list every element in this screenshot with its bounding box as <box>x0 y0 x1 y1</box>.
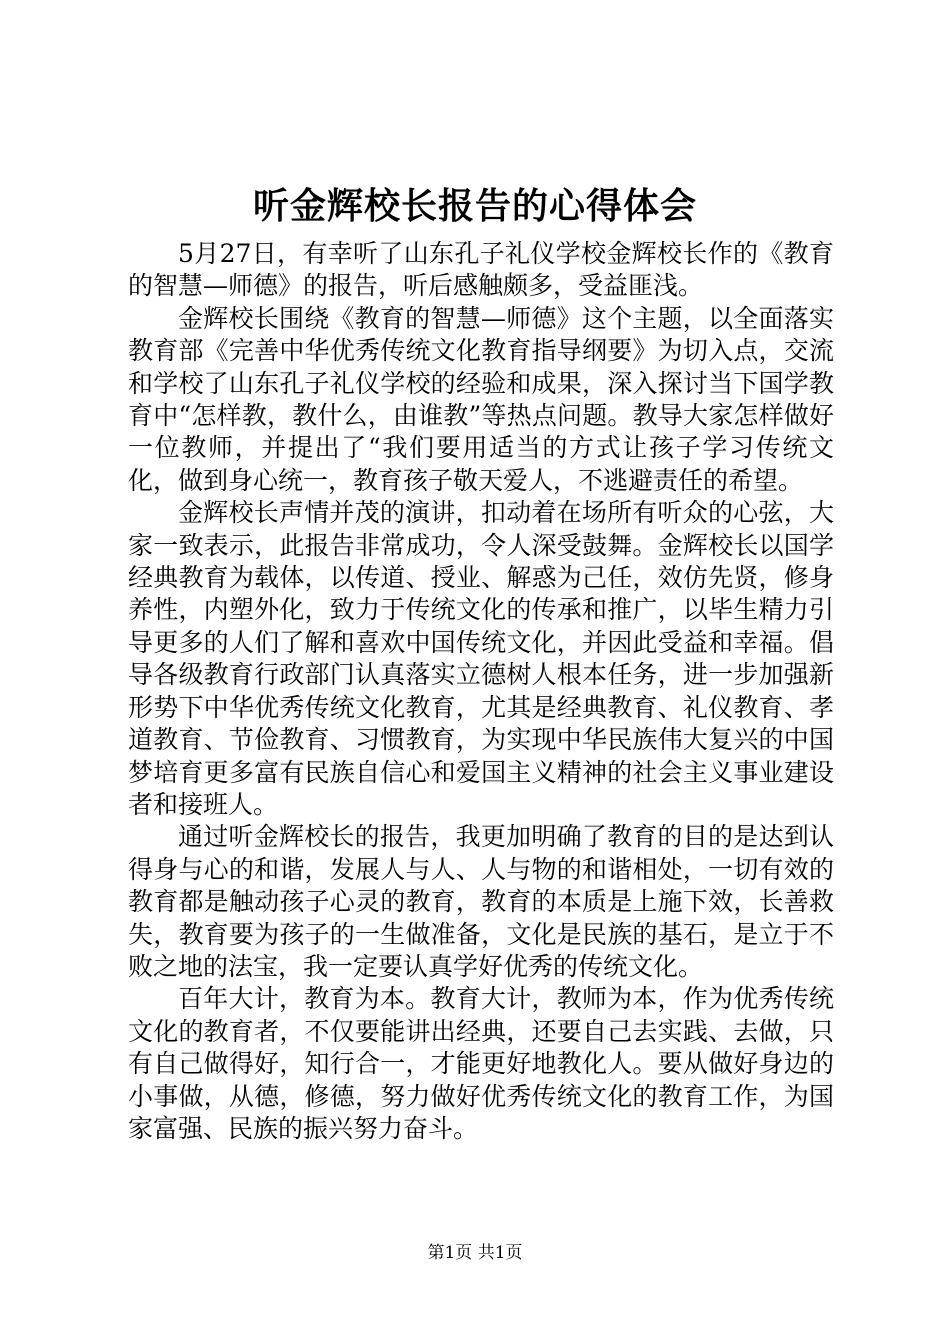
paragraph-1: 5月27日，有幸听了山东孔子礼仪学校金辉校长作的《教育的智慧—师德》的报告，听后感触颇多，受益匪浅。 <box>128 239 834 301</box>
paragraph-3: 金辉校长声情并茂的演讲，扣动着在场所有听众的心弦，大家一致表示，此报告非常成功，令人深受鼓舞。金辉校长以国学经典教育为载体，以传道、授业、解惑为己任，效仿先贤，修身养性，内塑外化，致力于传统文化的传承和推广，以毕生精力引导更多的人们了解和喜欢中国传统文化，并因此受益和幸福。倡导各级教育行政部门认真落实立德树人根本任务，进一步加强新形势下中华优秀传统文化教育，尤其是经典教育、礼仪教育、孝道教育、节俭教育、习惯教育，为实现中华民族伟大复兴的中国梦培育更多富有民族自信心和爱国主义精神的社会主义事业建设者和接班人。 <box>128 498 834 819</box>
paragraph-2: 金辉校长围绕《教育的智慧—师德》这个主题，以全面落实教育部《完善中华优秀传统文化教育指导纲要》为切入点，交流和学校了山东孔子礼仪学校的经验和成果，深入探讨当下国学教育中“怎样教，教什么，由谁教”等热点问题。教导大家怎样做好一位教师，并提出了“我们要用适当的方式让孩子学习传统文化，做到身心统一，教育孩子敬天爱人，不逃避责任的希望。 <box>128 303 834 495</box>
page-footer: 第1页 共1页 <box>427 1243 523 1263</box>
paragraph-4: 通过听金辉校长的报告，我更加明确了教育的目的是达到认得身与心的和谐，发展人与人、人与物的和谐相处，一切有效的教育都是触动孩子心灵的教育，教育的本质是上施下效，长善救失，教育要为孩子的一生做准备，文化是民族的基石，是立于不败之地的法宝，我一定要认真学好优秀的传统文化。 <box>128 822 834 981</box>
paragraph-5: 百年大计，教育为本。教育大计，教师为本，作为优秀传统文化的教育者，不仅要能讲出经典，还要自己去实践、去做，只有自己做得好，知行合一，才能更好地教化人。要从做好身边的小事做，从德，修德，努力做好优秀传统文化的教育工作，为国家富强、民族的振兴努力奋斗。 <box>128 984 834 1143</box>
document-title: 听金辉校长报告的心得体会 <box>252 185 697 227</box>
document-body <box>128 238 834 1145</box>
